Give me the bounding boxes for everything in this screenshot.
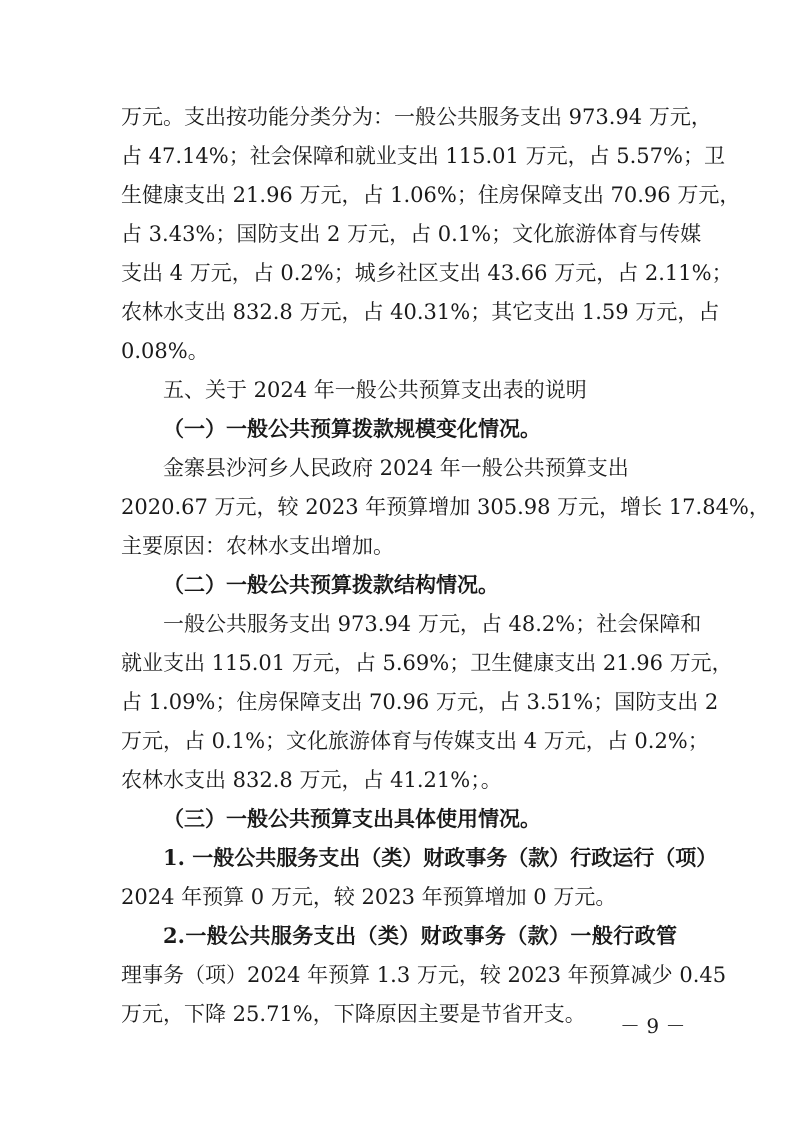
body-text-line: 金寨县沙河乡人民政府 2024 年一般公共预算支出	[163, 456, 629, 480]
body-text-line: 占 47.14%；社会保障和就业支出 115.01 万元，占 5.57%；卫	[121, 144, 725, 168]
body-text-line: 一般公共服务支出 973.94 万元，占 48.2%；社会保障和	[163, 612, 702, 636]
subsection-heading: （一）一般公共预算拨款规模变化情况。	[163, 416, 541, 441]
body-text-line: 支出 4 万元，占 0.2%；城乡社区支出 43.66 万元，占 2.11%；	[121, 261, 733, 285]
body-text-line: 就业支出 115.01 万元，占 5.69%；卫生健康支出 21.96 万元，	[121, 651, 733, 675]
body-text-line: 0.08%。	[121, 339, 209, 363]
body-text-line: 万元，下降 25.71%，下降原因主要是节省开支。	[121, 1002, 586, 1026]
page-number: － 9 －	[620, 1014, 686, 1038]
body-text-line: 2024 年预算 0 万元，较 2023 年预算增加 0 万元。	[121, 885, 617, 909]
subsection-heading: （二）一般公共预算拨款结构情况。	[163, 572, 499, 597]
body-text-line: 主要原因：农林水支出增加。	[121, 534, 394, 558]
body-text-line: 农林水支出 832.8 万元，占 40.31%；其它支出 1.59 万元，占	[121, 300, 720, 324]
body-text-line: 生健康支出 21.96 万元，占 1.06%；住房保障支出 70.96 万元，	[121, 183, 741, 207]
body-text-line: 万元，占 0.1%；文化旅游体育与传媒支出 4 万元，占 0.2%；	[121, 729, 709, 753]
body-text-line: 农林水支出 832.8 万元，占 41.21%；。	[121, 768, 502, 792]
item-heading: 1. 一般公共服务支出（类）财政事务（款）行政运行（项）	[163, 845, 718, 870]
subsection-heading: （三）一般公共预算支出具体使用情况。	[163, 806, 541, 831]
item-heading: 2.一般公共服务支出（类）财政事务（款）一般行政管	[163, 923, 677, 948]
section-heading: 五、关于 2024 年一般公共预算支出表的说明	[163, 378, 587, 402]
body-text-line: 占 3.43%；国防支出 2 万元，占 0.1%；文化旅游体育与传媒	[121, 222, 702, 246]
body-text-line: 占 1.09%；住房保障支出 70.96 万元，占 3.51%；国防支出 2	[121, 690, 719, 714]
body-text-line: 理事务（项）2024 年预算 1.3 万元，较 2023 年预算减少 0.45	[121, 963, 727, 987]
body-text-line: 2020.67 万元，较 2023 年预算增加 305.98 万元，增长 17.84%，	[121, 495, 770, 519]
body-text-line: 万元。支出按功能分类分为：一般公共服务支出 973.94 万元，	[121, 105, 712, 129]
